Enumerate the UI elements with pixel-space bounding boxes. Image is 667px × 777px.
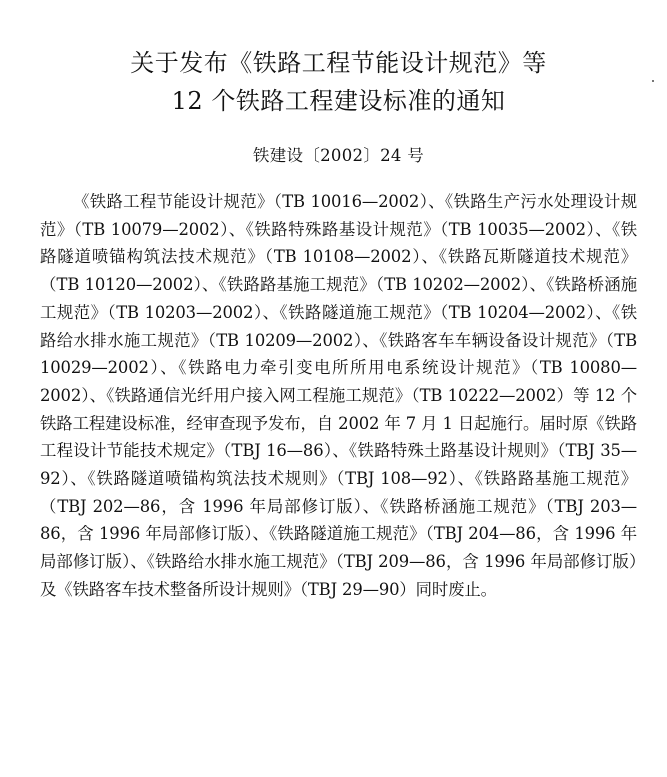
title-line-2: 12 个铁路工程建设标准的通知 [171, 87, 506, 115]
body-paragraph: 《铁路工程节能设计规范》（TB 10016—2002）、《铁路生产污水处理设计规范》（TB 10079—2002）、《铁路特殊路基设计规范》（TB 10035—2002）、《铁路隧道喷锚构筑法技术规范》（TB 10108—2002）、《铁路瓦斯隧道技术规范》（TB 10120—2002）、《铁路路基施工规范》（TB 10202—2002）、《铁路桥涵施工规范》（TB 10203—2002）、《铁路隧道施工规范》（TB 10204—2002）、《铁路给水排水施工规范》（TB 10209—2002）、《铁路客车车辆设备设计规范》（TB 10029—2002）、《铁路电力牵引变电所所用电系统设计规范》（TB 10080—2002）、《铁路通信光纤用户接入网工程施工规范》（TB 10222—2002）等 12 个铁路工程建设标准，经审查现予发布，自 2002 年 7 月 1 日起施行。届时原《铁路工程设计节能技术规定》（TBJ 16—86）、《铁路特殊土路基设计规则》（TBJ 35—92）、《铁路隧道喷锚构筑法技术规则》（TBJ 108—92）、《铁路路基施工规范》（TBJ 202—86，含 1996 年局部修订版）、《铁路桥涵施工规范》（TBJ 203—86，含 1996 年局部修订版）、《铁路隧道施工规范》（TBJ 204—86，含 1996 年局部修订版）、《铁路给水排水施工规范》（TBJ 209—86，含 1996 年局部修订版）及《铁路客车技术整备所设计规则》（TBJ 29—90）同时废止。 [40, 192, 637, 599]
title-line-1: 关于发布《铁路工程节能设计规范》等 [130, 49, 547, 77]
scan-speck [652, 80, 654, 82]
document-number: 铁建设〔2002〕24 号 [252, 146, 425, 165]
document-title [40, 0, 637, 120]
